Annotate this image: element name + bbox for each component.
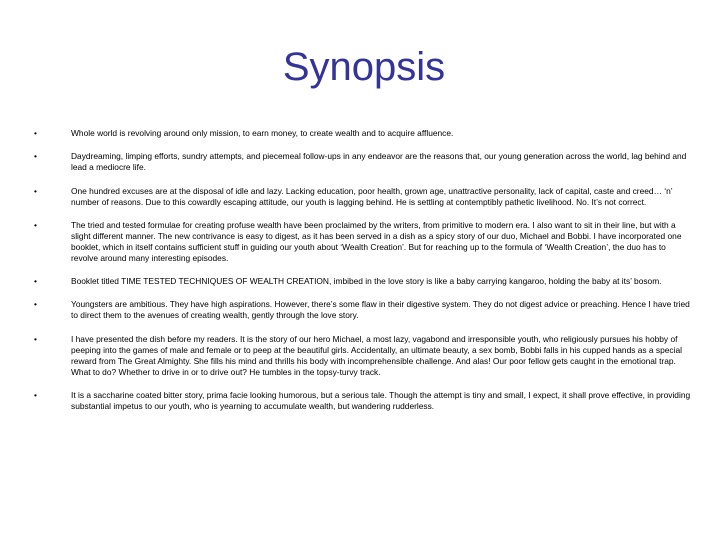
bullet-text: Booklet titled TIME TESTED TECHNIQUES OF WEALTH CREATION, imbibed in the love story is like a baby carrying kangaroo, holding the baby at its’ bosom. [71, 276, 662, 287]
bullet-icon: • [34, 151, 37, 162]
bullet-text: It is a saccharine coated bitter story, prima facie looking humorous, but a serious tale. Though the attempt is tiny and small, I expect, it shall prove effective, in providing substantial impetus to our youth, who is yearning to accumulate wealth, but wandering rudderless. [71, 390, 691, 412]
bullet-icon: • [34, 219, 37, 230]
bullet-icon: • [34, 128, 37, 138]
bullet-item [34, 186, 692, 208]
bullet-text: Whole world is revolving around only mission, to earn money, to create wealth and to acquire affluence. [71, 128, 454, 138]
bullet-text: Youngsters are ambitious. They have high aspirations. However, there’s some flaw in their digestive system. They do not digest advice or preaching. Hence I have tried to direct them to the avenues of creating wealth, gently through the love story. [71, 299, 690, 321]
bullet-icon: • [34, 390, 37, 401]
bullet-item [34, 390, 692, 412]
bullet-text: I have presented the dish before my readers. It is the story of our hero Michael, a most lazy, vagabond and irresponsible youth, who religiously pursues his hobby of peeping into the games of male and female or to peep at the beautiful girls. Accidentally, an ultimate beauty, a sex bomb, Bobbi falls in his cupped hands as a special reward from The Great Almighty. She fills his mind and thrills his body with incomprehensible challenge. And alas! Our poor fellow gets caught in the emotional trap. What to do? Whether to drive in or to drive out? He tumbles in the topsy-turvy track. [71, 333, 682, 377]
slide-title: Synopsis [282, 45, 446, 89]
bullet-text: The tried and tested formulae for creating profuse wealth have been proclaimed by the writers, from primitive to modern era. I also want to sit in their line, but with a slight different manner. The new contrivance is easy to digest, as it has been served in a dish as a spicy story of our duo, Michael and Bobbi. I have incorporated one booklet, which in itself contains sufficient stuff in guiding our youth about ‘Wealth Creation’. But for reaching up to the formula of ‘Wealth Creation’, the duo has to revolve around many interesting episodes. [71, 219, 682, 263]
bullet-text: Daydreaming, limping efforts, sundry attempts, and piecemeal follow-ups in any endeavor are the reasons that, our young generation across the world, lag behind and lead a mediocre life. [71, 151, 687, 173]
bullet-icon: • [34, 333, 37, 344]
bullet-icon: • [34, 185, 37, 196]
bullet-text: One hundred excuses are at the disposal of idle and lazy. Lacking education, poor health, grown age, unattractive personality, lack of capital, caste and creed… ‘n’ number of reasons. Due to this cowardly escaping attitude, our youth is lagging behind. He is settling at contemptibly pathetic livelihood. No. It’s not correct. [71, 185, 673, 207]
bullet-icon: • [34, 299, 37, 310]
bullet-item [34, 220, 692, 264]
bullet-item [34, 276, 692, 287]
bullet-item [34, 151, 692, 173]
bullet-item [34, 299, 692, 321]
bullet-icon: • [34, 276, 37, 287]
bullet-list [34, 128, 692, 424]
bullet-item [34, 334, 692, 378]
bullet-item [34, 128, 692, 139]
